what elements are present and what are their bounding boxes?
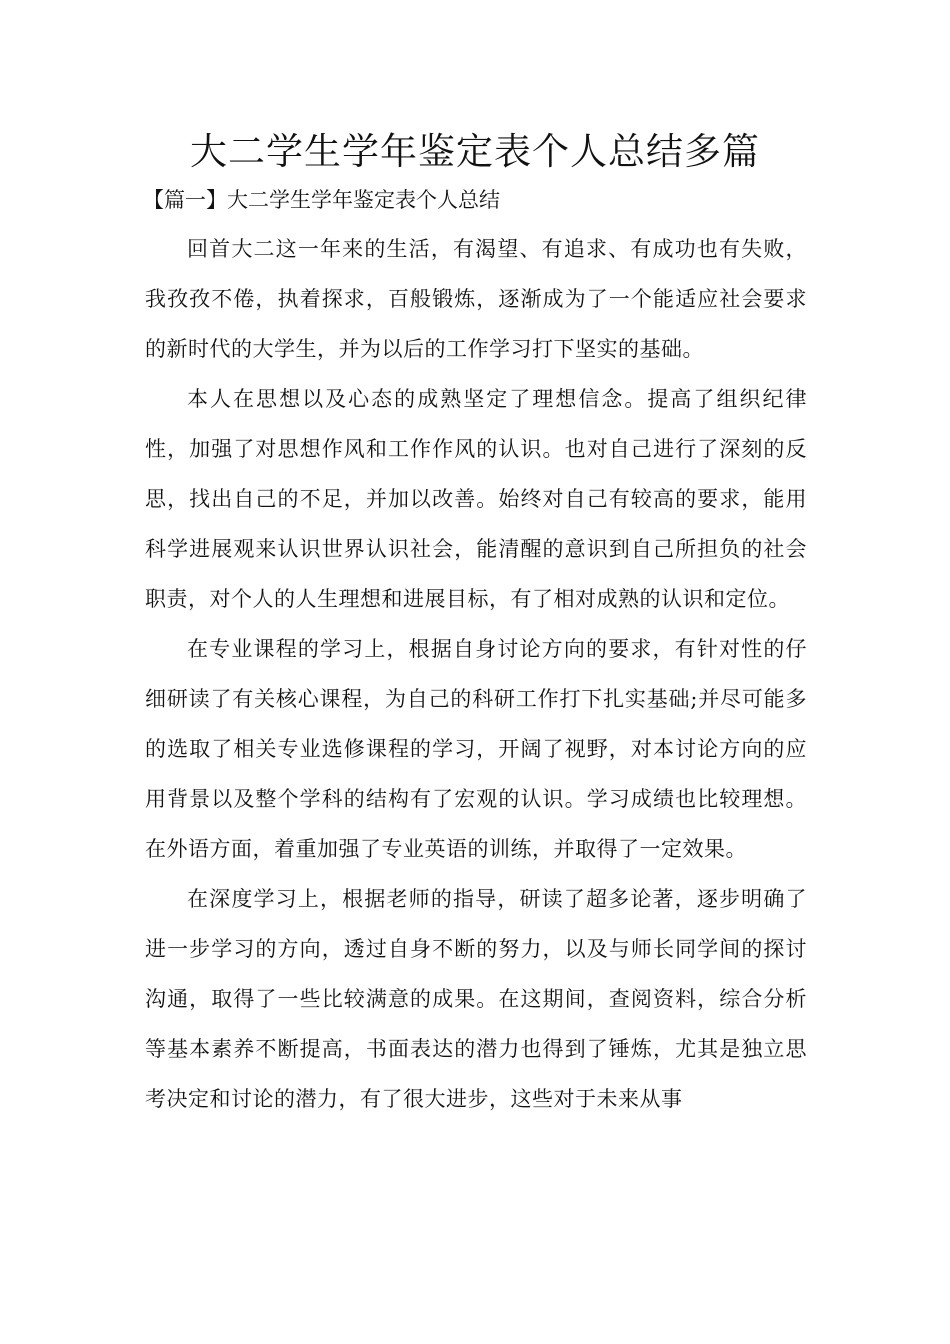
paragraph-4: 在深度学习上，根据老师的指导，研读了超多论著，逐步明确了进一步学习的方向，透过自身不断的努力，以及与师长同学间的探讨沟通，取得了一些比较满意的成果。在这期间，查阅资料，综合分析等基本素养不断提高，书面表达的潜力也得到了锤炼，尤其是独立思考决定和讨论的潜力，有了很大进步，这些对于未来从事 — [145, 887, 807, 1111]
section-heading: 【篇一】大二学生学年鉴定表个人总结 — [143, 188, 500, 212]
paragraph-2: 本人在思想以及心态的成熟坚定了理想信念。提高了组织纪律性，加强了对思想作风和工作作风的认识。也对自己进行了深刻的反思，找出自己的不足，并加以改善。始终对自己有较高的要求，能用科学进展观来认识世界认识社会，能清醒的意识到自己所担负的社会职责，对个人的人生理想和进展目标，有了相对成熟的认识和定位。 — [145, 387, 807, 611]
paragraph-3: 在专业课程的学习上，根据自身讨论方向的要求，有针对性的仔细研读了有关核心课程，为自己的科研工作打下扎实基础;并尽可能多的选取了相关专业选修课程的学习，开阔了视野，对本讨论方向的应用背景以及整个学科的结构有了宏观的认识。学习成绩也比较理想。在外语方面，着重加强了专业英语的训练，并取得了一定效果。 — [145, 637, 807, 861]
document-title: 大二学生学年鉴定表个人总结多篇 — [190, 130, 760, 173]
paragraph-1: 回首大二这一年来的生活，有渴望、有追求、有成功也有失败，我孜孜不倦，执着探求，百般锻炼，逐渐成为了一个能适应社会要求的新时代的大学生，并为以后的工作学习打下坚实的基础。 — [145, 237, 807, 361]
document-body — [145, 224, 807, 1124]
